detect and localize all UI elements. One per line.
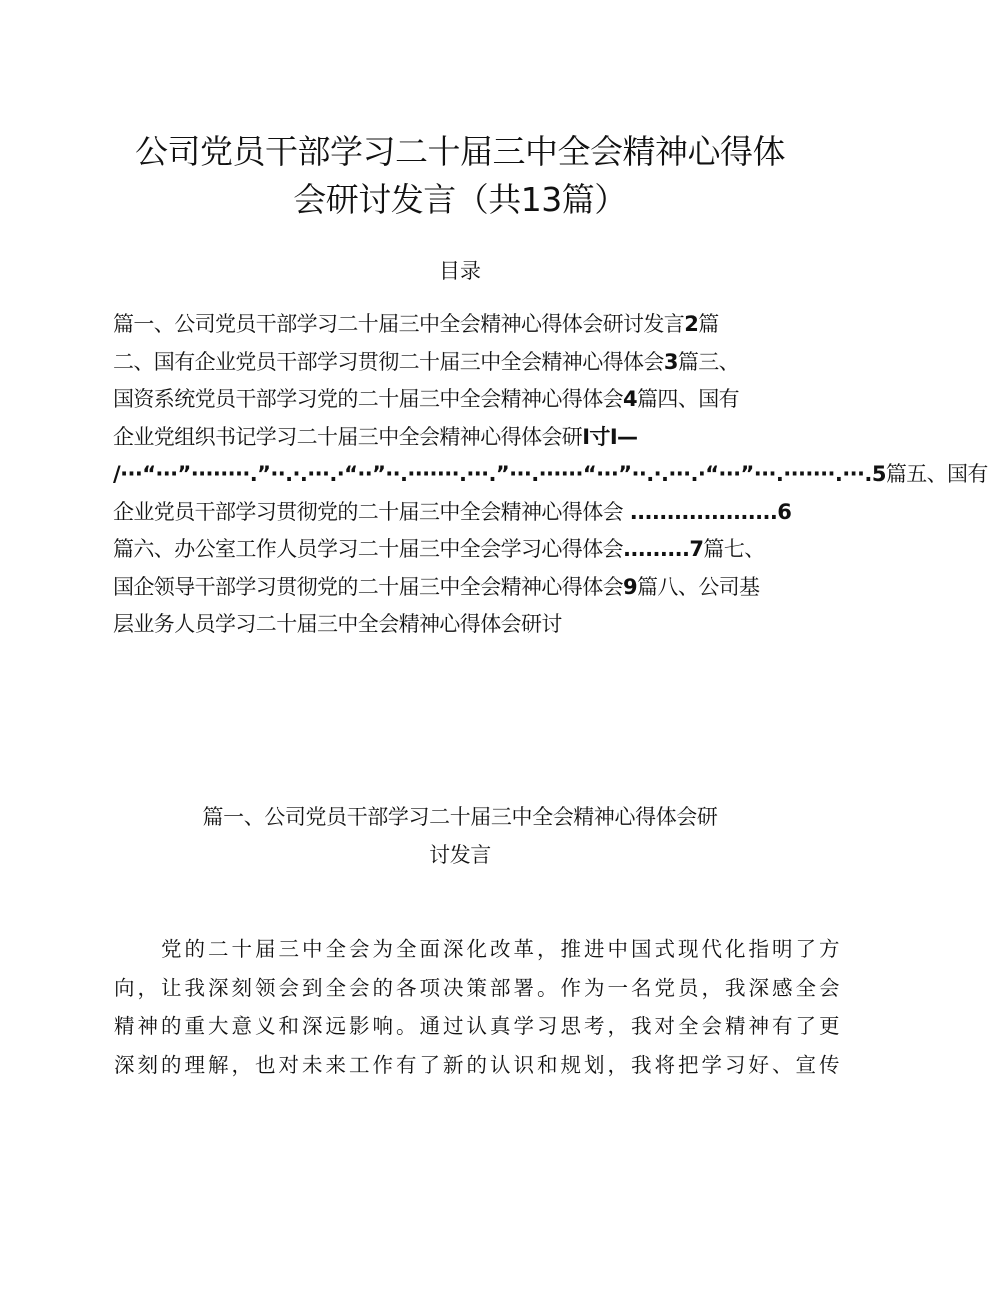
toc-page-ref: ....................6 xyxy=(623,499,792,524)
toc-page-ref: I寸I— xyxy=(582,424,638,449)
toc-line xyxy=(113,344,838,382)
body-paragraph xyxy=(114,930,843,1084)
toc-entry-text: 篇 xyxy=(698,312,719,336)
table-of-contents xyxy=(113,306,988,644)
section-title xyxy=(100,798,820,874)
toc-entry-text: 篇三、 xyxy=(677,349,740,374)
toc-line xyxy=(113,531,838,569)
toc-page-ref: 9 xyxy=(623,574,638,599)
toc-page-ref: .........7 xyxy=(623,537,704,561)
toc-line xyxy=(113,419,838,457)
toc-entry-text: 国资系统党员干部学习党的二十届三中全会精神心得体会 xyxy=(113,387,623,411)
toc-entry-text: 篇六、办公室工作人员学习二十届三中全会学习心得体会 xyxy=(113,537,623,561)
toc-line xyxy=(113,569,838,607)
toc-entry-text: 国企领导干部学习贯彻党的二十届三中全会精神心得体会 xyxy=(113,574,623,599)
toc-entry-text: 篇一、公司党员干部学习二十届三中全会精神心得体会研讨发言 xyxy=(113,312,685,336)
toc-line xyxy=(113,494,838,532)
toc-page-ref: 2 xyxy=(684,312,699,336)
toc-line xyxy=(113,306,838,344)
toc-entry-text: 层业务人员学习二十届三中全会精神心得体会研讨 xyxy=(113,612,562,636)
toc-page-ref: 4 xyxy=(623,387,638,411)
toc-heading: 目录 xyxy=(439,259,481,283)
document-title-line-1: 公司党员干部学习二十届三中全会精神心得体 xyxy=(135,132,785,171)
toc-line xyxy=(113,606,838,644)
section-title-line-1: 篇一、公司党员干部学习二十届三中全会精神心得体会研 xyxy=(202,805,718,829)
document-title-line-2: 会研讨发言（共13篇） xyxy=(293,180,627,219)
body-line: 向，让我深刻领会到全会的各项决策部署。作为一名党员，我深感全会 xyxy=(114,975,843,1000)
body-line: 深刻的理解，也对未来工作有了新的认识和规划，我将把学习好、宣传 xyxy=(114,1052,843,1077)
toc-line xyxy=(113,456,988,494)
body-line: 精神的重大意义和深远影响。通过认真学习思考，我对全会精神有了更 xyxy=(114,1014,843,1038)
section-title-line-2: 讨发言 xyxy=(429,843,491,867)
toc-line xyxy=(113,381,838,419)
toc-entry-text: 企业党组织书记学习二十届三中全会精神心得体会研 xyxy=(113,424,583,449)
toc-page-ref: /···“···”········.”··.·.···.·“··”··.·······.···.”···.······“···”··.·.···.·“···”···.·······.···. xyxy=(113,462,872,486)
toc-entry-text: 篇七、 xyxy=(703,537,765,561)
toc-entry-text: 企业党员干部学习贯彻党的二十届三中全会精神心得体会 xyxy=(113,499,623,524)
body-line: 党的二十届三中全会为全面深化改革，推进中国式现代化指明了方 xyxy=(114,937,843,961)
toc-page-ref: 3 xyxy=(663,349,678,374)
toc-entry-text: 篇五、国有 xyxy=(885,462,988,486)
toc-entry-text: 篇八、公司基 xyxy=(637,574,760,599)
toc-entry-text: 二、国有企业党员干部学习贯彻二十届三中全会精神心得体会 xyxy=(113,349,664,374)
toc-entry-text: 篇四、国有 xyxy=(637,387,740,411)
toc-page-ref: 5 xyxy=(871,462,886,486)
document-title xyxy=(100,128,820,224)
